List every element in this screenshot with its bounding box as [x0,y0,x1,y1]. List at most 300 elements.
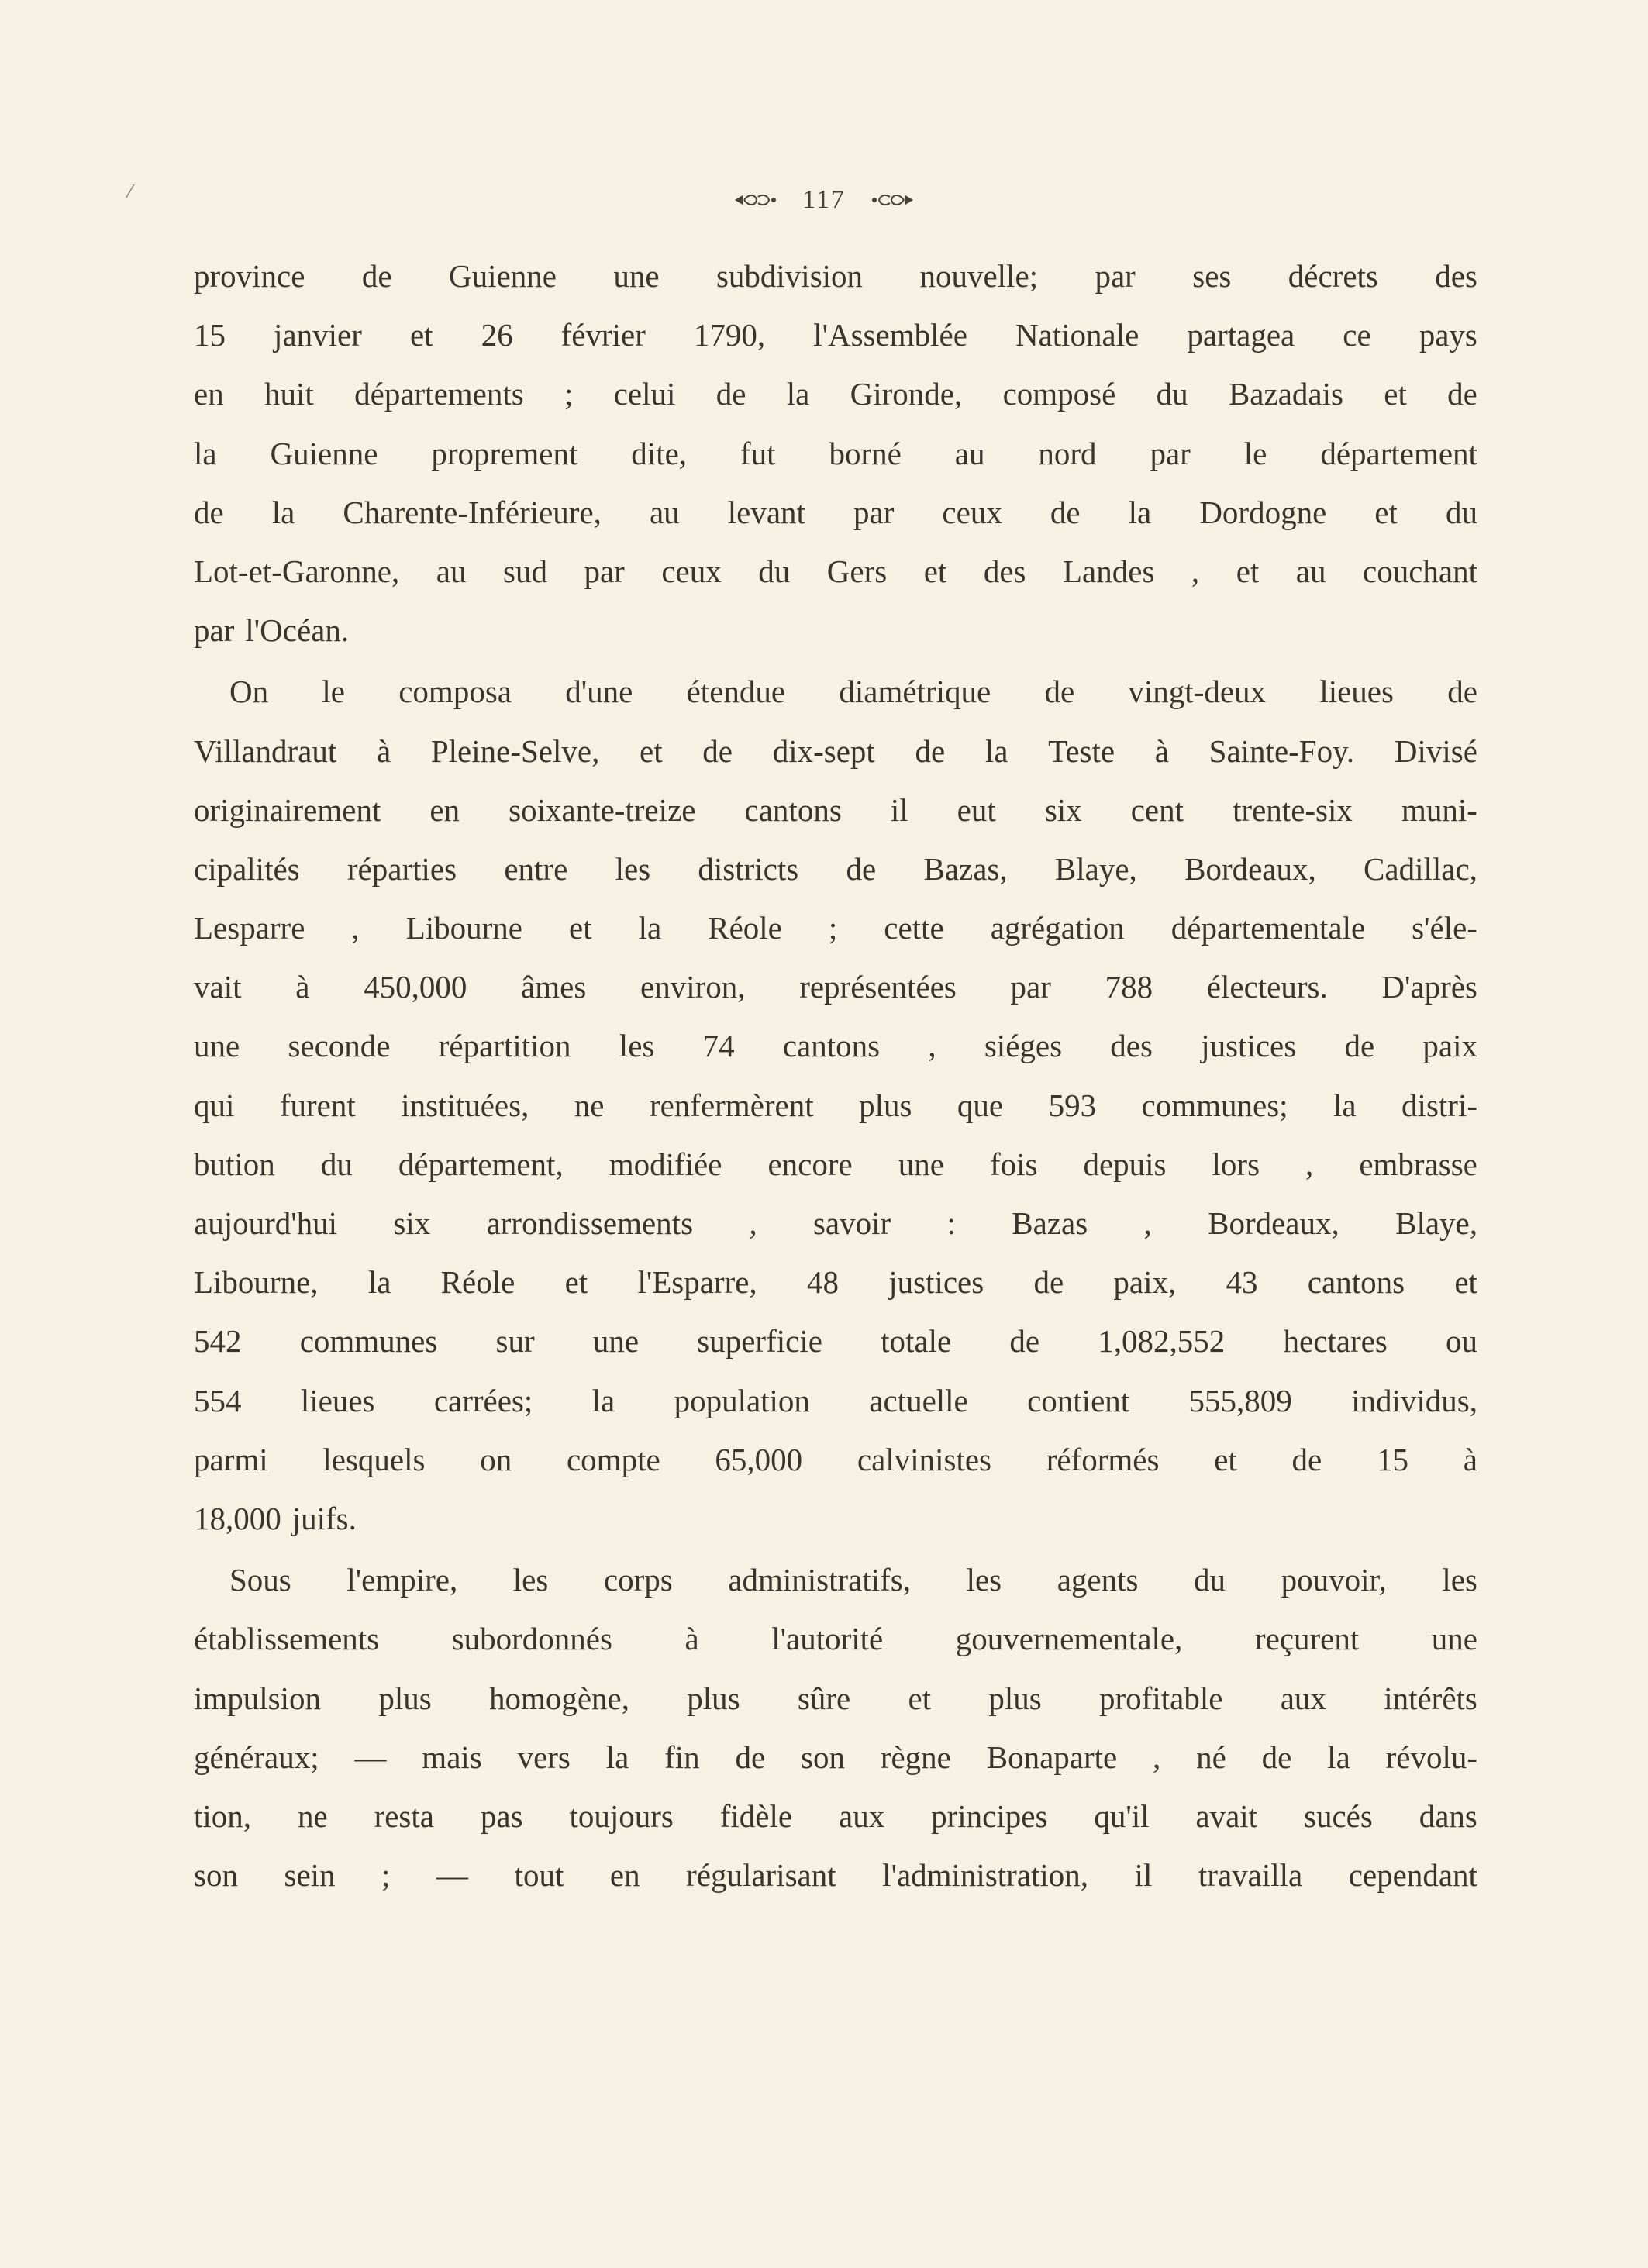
right-ornament-icon [868,192,915,208]
text-line [194,1787,1477,1846]
word: décrets [1288,258,1378,294]
word: modifiée [609,1146,722,1182]
word: des [1435,258,1477,294]
word: intérêts [1384,1680,1477,1716]
page-header [0,183,1648,215]
word: savoir [812,1205,891,1241]
word: , [351,910,360,946]
word: cantons [744,791,842,828]
word: et [923,553,947,589]
word: du [1446,494,1477,530]
word: levant [727,494,805,530]
word: , [1153,1739,1161,1775]
word: le [322,674,345,710]
word: qu'il [1094,1798,1150,1834]
word: dix-sept [772,732,875,769]
word: communes; [1141,1087,1288,1123]
word: contient [1027,1382,1130,1418]
word: la [1333,1087,1357,1123]
word: en [429,791,460,828]
word: vers [517,1739,571,1775]
word: seconde [288,1028,391,1064]
word: tout [514,1857,564,1894]
word: cantons [1307,1264,1405,1301]
word: reçurent [1254,1621,1360,1657]
word: nouvelle; [919,258,1039,294]
word: 593 [1048,1087,1097,1123]
word: ceux [942,494,1002,530]
word: son [194,1857,238,1894]
word: 43 [1226,1264,1258,1301]
word: en [194,376,224,412]
word: représentées [799,969,957,1005]
word: et [908,1680,932,1716]
word: districts [698,850,799,887]
word: révolu- [1385,1739,1477,1775]
word: dite, [631,435,688,471]
word: Lesparre [194,910,305,946]
word: renfermèrent [649,1087,814,1123]
margin-mark: ⁄ [129,183,132,202]
word: 74 [702,1028,735,1064]
word: ses [1192,258,1232,294]
word: pas [480,1798,523,1834]
word: régularisant [686,1857,836,1894]
word: vait [194,969,242,1005]
word: partagea [1187,317,1295,353]
word: sûre [797,1680,851,1716]
word: une [898,1146,944,1182]
word: 554 [194,1382,242,1418]
word: superficie [697,1323,822,1360]
word: et [409,317,433,353]
left-ornament-icon [733,192,780,208]
text-line [194,957,1477,1016]
word: corps [603,1562,673,1598]
word: de [702,732,733,769]
word: Sous [229,1562,291,1598]
word: originairement [194,791,381,828]
word: arrondissements [486,1205,694,1241]
word: l'autorité [771,1621,884,1657]
word: gouvernementale, [955,1621,1183,1657]
word: départementale [1170,910,1366,946]
word: département, [398,1146,564,1182]
word: plus [988,1680,1042,1716]
word: la [591,1382,615,1418]
word: étendue [686,674,786,710]
text-line [194,1194,1477,1253]
word: diamétrique [839,674,991,710]
word: aux [1280,1680,1326,1716]
word: cipalités [194,850,300,887]
word: Réole [440,1264,515,1301]
text-line [194,364,1477,423]
word: entre [504,850,568,887]
word: 1790, [693,317,766,353]
word: Villandraut [194,732,337,769]
word: resta [374,1798,434,1834]
word: Divisé [1394,732,1477,769]
word: lieues [300,1382,375,1418]
word: par [584,553,625,589]
word: justices [888,1264,984,1301]
word: 450,000 [364,969,467,1005]
word: celui [613,376,676,412]
word: une [194,1028,240,1064]
word: , [1143,1205,1152,1241]
word: l'empire, [346,1562,458,1598]
word: ; [381,1857,391,1894]
word: distri- [1401,1087,1477,1123]
text-line [194,1728,1477,1787]
word: Nationale [1015,317,1139,353]
word: — [354,1739,387,1775]
word: Landes [1063,553,1155,589]
word: la [605,1739,629,1775]
word: électeurs. [1206,969,1328,1005]
word: plus [859,1087,912,1123]
word: au [436,553,467,589]
word: du [1194,1562,1226,1598]
word: au [649,494,680,530]
word: administratifs, [728,1562,912,1598]
body-text [194,246,1477,1904]
word: Bordeaux, [1208,1205,1339,1241]
word: de [846,850,877,887]
word: — [436,1857,469,1894]
word: siéges [984,1028,1063,1064]
word: le [1243,435,1267,471]
word: composa [398,674,512,710]
word: à [684,1621,699,1657]
text-line [194,601,1477,660]
word: individus, [1351,1382,1477,1418]
word: l'Océan. [245,612,350,649]
word: à [1463,1441,1477,1477]
word: réformés [1046,1441,1160,1477]
word: Lot-et-Garonne, [194,553,400,589]
word: de [1344,1028,1375,1064]
word: généraux; [194,1739,319,1775]
word: Bordeaux, [1184,850,1316,887]
word: de [1044,674,1075,710]
word: hectares [1283,1323,1388,1360]
word: environ, [640,969,746,1005]
word: agents [1057,1562,1139,1598]
word: nord [1038,435,1097,471]
word: et [640,732,663,769]
word: depuis [1083,1146,1167,1182]
text-line [194,1430,1477,1489]
word: ; [828,910,838,946]
word: population [674,1382,810,1418]
word: couchant [1363,553,1477,589]
word: Charente-Inférieure, [343,494,602,530]
word: ce [1343,317,1371,353]
word: de [715,376,746,412]
word: dans [1419,1798,1477,1834]
word: pays [1419,317,1477,353]
word: les [1442,1562,1477,1598]
word: , [928,1028,936,1064]
word: janvier [274,317,362,353]
word: toujours [569,1798,674,1834]
word: 15 [1377,1441,1408,1477]
word: l'Assemblée [813,317,967,353]
word: de [1291,1441,1322,1477]
word: totale [881,1323,952,1360]
word: Réole [708,910,782,946]
word: juifs. [291,1500,357,1536]
word: une [613,258,660,294]
word: lieues [1319,674,1394,710]
word: aux [839,1798,885,1834]
word: de [1009,1323,1040,1360]
word: : [946,1205,956,1241]
word: la [1128,494,1152,530]
word: D'après [1381,969,1477,1005]
word: calvinistes [857,1441,991,1477]
word: que [957,1087,1004,1123]
text-line [194,1253,1477,1312]
text-line [194,1312,1477,1370]
text-line [194,1550,1477,1609]
word: et [1214,1441,1237,1477]
text-line [194,305,1477,364]
word: par [1010,969,1051,1005]
word: établissements [194,1621,380,1657]
word: Pleine-Selve, [430,732,600,769]
word: ; [564,376,574,412]
word: Teste [1048,732,1115,769]
word: cantons [782,1028,881,1064]
text-line [194,1609,1477,1668]
word: par [194,612,235,649]
word: l'Esparre, [637,1264,757,1301]
word: six [1044,791,1082,828]
word: Guienne [270,435,378,471]
word: plus [378,1680,432,1716]
word: 788 [1105,969,1153,1005]
word: du [320,1146,353,1182]
word: 65,000 [715,1441,803,1477]
word: l'administration, [882,1857,1089,1894]
word: Dordogne [1199,494,1327,530]
word: la [271,494,295,530]
word: les [619,1028,655,1064]
text-line [194,839,1477,898]
word: âmes [521,969,587,1005]
word: subordonnés [451,1621,612,1657]
word: Guienne [449,258,557,294]
word: 48 [806,1264,839,1301]
word: février [560,317,646,353]
word: fin [664,1739,700,1775]
word: Blaye, [1395,1205,1477,1241]
word: et [1454,1264,1477,1301]
word: la [984,732,1008,769]
word: on [480,1441,512,1477]
word: au [954,435,985,471]
word: Blaye, [1054,850,1137,887]
word: cependant [1348,1857,1477,1894]
word: mais [422,1739,482,1775]
word: de [915,732,946,769]
text-line [194,1489,1477,1548]
word: règne [880,1739,951,1775]
text-line [194,1846,1477,1904]
word: parmi [194,1441,268,1477]
word: vingt-deux [1128,674,1267,710]
word: , [749,1205,757,1241]
word: la [1327,1739,1350,1775]
word: province [194,258,305,294]
word: et [1374,494,1398,530]
word: proprement [431,435,578,471]
word: Bazas [1012,1205,1088,1241]
word: carrées; [433,1382,533,1418]
word: lesquels [322,1441,426,1477]
word: tion, [194,1798,252,1834]
word: la [786,376,810,412]
text-line [194,1371,1477,1430]
word: fois [989,1146,1038,1182]
word: de [361,258,392,294]
word: d'une [565,674,633,710]
word: six [393,1205,431,1241]
word: cent [1130,791,1184,828]
word: sucés [1303,1798,1373,1834]
word: sud [502,553,547,589]
word: embrasse [1359,1146,1477,1182]
word: borné [829,435,902,471]
word: fidèle [719,1798,793,1834]
word: il [1134,1857,1153,1894]
word: huit [264,376,314,412]
text-line [194,1669,1477,1728]
word: de [194,494,224,530]
word: la [638,910,662,946]
word: à [1154,732,1169,769]
word: , [1305,1146,1314,1182]
word: en [609,1857,640,1894]
word: , [1191,553,1200,589]
word: une [1431,1621,1477,1657]
word: de [1447,376,1477,412]
word: au [1295,553,1326,589]
text-line [194,1016,1477,1075]
word: compte [566,1441,660,1477]
text-line [194,246,1477,305]
word: soixante-treize [509,791,696,828]
word: subdivision [715,258,864,294]
text-line [194,898,1477,957]
text-line [194,722,1477,781]
word: cette [884,910,944,946]
text-line [194,424,1477,483]
text-line [194,1135,1477,1194]
word: départements [354,376,524,412]
word: impulsion [194,1680,322,1716]
word: du [1156,376,1188,412]
word: qui [194,1087,235,1123]
word: par [853,494,895,530]
word: de [735,1739,766,1775]
text-line [194,542,1477,601]
word: 26 [481,317,513,353]
word: travailla [1198,1857,1303,1894]
word: paix, [1113,1264,1177,1301]
text-line [194,662,1477,721]
word: réparties [346,850,457,887]
word: 18,000 [194,1500,281,1536]
word: 15 [194,317,226,353]
word: fut [740,435,776,471]
word: Bonaparte [986,1739,1118,1775]
word: profitable [1099,1680,1223,1716]
word: de [1033,1264,1064,1301]
word: communes [299,1323,438,1360]
word: homogène, [488,1680,629,1716]
word: répartition [438,1028,571,1064]
word: encore [767,1146,853,1182]
word: de [1447,674,1477,710]
word: ou [1446,1323,1477,1360]
word: à [376,732,391,769]
word: de [1050,494,1081,530]
word: son [801,1739,845,1775]
word: par [1095,258,1136,294]
word: et [569,910,592,946]
word: de [1261,1739,1292,1775]
word: 555,809 [1188,1382,1292,1418]
word: paix [1422,1028,1477,1064]
word: il [890,791,908,828]
word: 1,082,552 [1098,1323,1226,1360]
word: Libourne, [194,1264,319,1301]
word: et [1236,553,1260,589]
word: justices [1201,1028,1297,1064]
word: eut [957,791,996,828]
word: la [367,1264,391,1301]
word: ne [297,1798,328,1834]
word: Gers [826,553,888,589]
word: Gironde, [850,376,963,412]
word: la [194,435,217,471]
word: pouvoir, [1281,1562,1387,1598]
text-line [194,781,1477,839]
word: par [1150,435,1191,471]
word: et [1384,376,1407,412]
word: furent [279,1087,356,1123]
word: avait [1195,1798,1258,1834]
word: trente-six [1233,791,1353,828]
text-line [194,483,1477,542]
word: composé [1002,376,1116,412]
word: aujourd'hui [194,1205,338,1241]
word: agrégation [990,910,1125,946]
word: Bazas, [923,850,1008,887]
word: lors [1212,1146,1260,1182]
word: les [615,850,651,887]
text-line [194,1076,1477,1135]
word: et [564,1264,588,1301]
word: des [983,553,1026,589]
word: les [512,1562,549,1598]
page-number: 117 [802,185,846,214]
word: département [1320,435,1477,471]
